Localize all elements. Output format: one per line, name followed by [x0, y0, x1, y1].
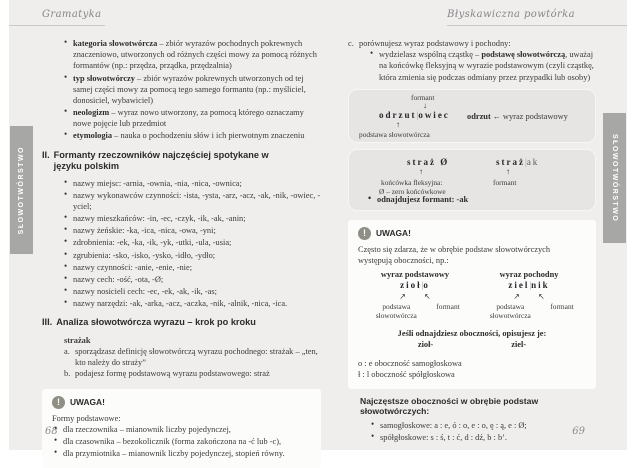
- formant-item: • nazwy miejsc: -arnia, -ownia, -nia, -nica, -ownica;: [64, 178, 321, 189]
- formant-item: • nazwy mieszkańców: -in, -ec, -czyk, -ik, -ak, -anin;: [64, 213, 321, 224]
- page-left: [42, 38, 321, 468]
- formant-item: • nazwy narzędzi: -ak, -arka, -acz, -aczka, -nik, -alnik, -nica, -ica.: [64, 298, 321, 309]
- labels-row: [370, 302, 459, 321]
- arrow-down-icon: ↓: [423, 100, 427, 110]
- roots-row: [358, 339, 586, 350]
- alternations-list: [360, 420, 596, 443]
- bullet-text: , uważaj na końcówkę fleksyjną w wyrazie podstawowym (czyli cząstkę, która zmienia się podczas odmiany przez przypadki lub osoby): [379, 50, 594, 82]
- morpheme-divider: |: [421, 280, 424, 291]
- podstawa-label: podstawa słowotwórcza: [489, 302, 531, 321]
- arrow-up-right-icon: ↗: [399, 292, 406, 302]
- fleksja-label-line2: Ø – zero końcówkowe: [379, 186, 446, 196]
- header-rule-left: [9, 25, 105, 26]
- terms-list: [42, 38, 321, 142]
- arrow-up-right-icon: ↗: [513, 292, 520, 302]
- formant-item: • nazwy wykonawców czynności: -ista, -ysta, -arz, -acz, -ak, -nik, -owiec, -yciel;: [64, 190, 321, 212]
- step-label: b.: [64, 369, 71, 379]
- root-base: zioł-: [417, 339, 434, 349]
- fleksja-label-line1: końcówka fleksyjna:: [381, 177, 443, 187]
- morpheme-divider: |: [529, 280, 532, 291]
- uwaga-title: UWAGA!: [70, 396, 105, 407]
- podstawa-label: podstawa słowotwórcza: [359, 129, 430, 139]
- arrows-row: [484, 293, 573, 301]
- diagram2-list: [357, 194, 468, 206]
- formant-label: formant: [436, 302, 460, 312]
- formant-item: • zgrubienia: -sko, -isko, -ysko, -idło, -ydło;: [64, 250, 321, 261]
- oboczność-notes: [358, 358, 586, 381]
- morpheme-divider: |: [416, 109, 419, 120]
- podstawa-label: podstawa słowotwórcza: [375, 302, 417, 321]
- step-c-sublist: [359, 49, 596, 83]
- formant-item: • zdrobnienia: -ek, -ka, -ik, -yk, -utki, -ula, -usia;: [64, 237, 321, 248]
- page-number-right: 69: [572, 426, 585, 437]
- step-label: c.: [348, 39, 354, 48]
- analyzed-word: straż Ø: [407, 156, 450, 167]
- term-definition: – wyraz nowo utworzony, za pomocą którego oznaczamy nowe pojęcie lub przedmiot: [73, 108, 304, 129]
- arrow-up-icon: ↑: [396, 119, 400, 129]
- step-text: sporządzasz definicję słowotwórczą wyrazu pochodnego: strażak – „ten, kto należy do straży”: [75, 347, 318, 368]
- formant-item: • nazwy cech: -ość, -ota, -Ø;: [64, 274, 321, 285]
- step-label: a.: [64, 347, 70, 357]
- formant-label: formant: [550, 302, 574, 312]
- word-base: ziel: [508, 280, 530, 291]
- arrow-up-left-icon: ↖: [424, 292, 431, 302]
- alternation-item: • spółgłoskowe: s : ś, t : ć, d : dź, b : b’.: [371, 432, 596, 443]
- arrow-up-icon: ↑: [506, 166, 510, 176]
- word-base: straż: [496, 156, 525, 167]
- base-word: odrzut: [467, 111, 491, 121]
- word-formant: nik: [531, 280, 550, 291]
- column-title: wyraz pochodny: [499, 270, 559, 280]
- alternations-heading: Najczęstsze oboczności w obrębie podstaw słowotwórczych:: [360, 395, 539, 417]
- book-spread: [9, 0, 627, 459]
- formant-item: • nazwy żeńskie: -ka, -ica, -nica, -owa, -yni;: [64, 225, 321, 236]
- formant-item: • nazwy nosicieli cech: -ec, -ek, -ak, -ik, -as;: [64, 286, 321, 297]
- side-tab-right: [603, 113, 626, 243]
- example-word: strażak: [64, 335, 91, 345]
- term-name: etymologia: [73, 131, 113, 141]
- oboczność-diagram: [358, 269, 586, 321]
- uwaga-header: [52, 396, 311, 409]
- uwaga-intro: Często się zdarza, że w obrębie podstaw słowotwórczych występują oboczności, np.:: [358, 244, 551, 265]
- section-heading-2: [42, 150, 321, 173]
- running-head-left: Gramatyka: [42, 9, 102, 20]
- term-item: [64, 38, 321, 72]
- base-word-callout: [467, 111, 568, 122]
- base-word-label: wyraz podstawowy: [502, 111, 568, 121]
- section-number: II.: [42, 149, 50, 160]
- arrow-up-left-icon: ↖: [538, 292, 545, 302]
- section-title: Analiza słowotwórcza wyrazu – krok po kroku: [56, 317, 256, 328]
- term-name: kategoria słowotwórcza: [73, 39, 158, 48]
- uwaga-list: [52, 424, 311, 460]
- bullet-text: wydzielasz wspólną cząstkę –: [379, 50, 482, 60]
- morpheme-divider: |: [525, 156, 527, 167]
- arrow-up-icon: ↑: [419, 166, 423, 176]
- analyzed-word: [484, 280, 573, 292]
- analyzed-word: [379, 110, 450, 122]
- arrows-row: [370, 293, 459, 301]
- term-name: neologizm: [73, 108, 110, 118]
- running-head-right: Błyskawiczna powtórka: [447, 9, 575, 20]
- formants-list: [42, 178, 321, 310]
- word-base: zioł: [400, 280, 422, 291]
- arrow-left-icon: ←: [492, 111, 501, 121]
- word-formant: ak: [526, 156, 540, 167]
- column-title: wyraz podstawowy: [380, 270, 450, 280]
- note-vowel: o : e oboczność samogłoskowa: [358, 359, 462, 369]
- diagram2-bullet: • odnajdujesz formant: -ak: [368, 194, 468, 205]
- side-tab-left-label: SŁOWOTWÓRSTWO: [18, 145, 25, 235]
- analyzed-word: [370, 280, 459, 292]
- base-word-column: [370, 269, 459, 321]
- section-heading-3: [42, 317, 321, 329]
- step-c-bullet: [370, 49, 596, 83]
- uwaga-box-left: [42, 389, 321, 468]
- uwaga-header: [358, 227, 586, 240]
- alternation-item: • samogłoskowe: a : e, ó : o, e : o, ę : ą, e : Ø;: [371, 420, 596, 431]
- term-item: [64, 73, 321, 107]
- header-rule-right: [447, 25, 627, 26]
- labels-row: [484, 302, 573, 321]
- side-tab-left: [10, 126, 33, 254]
- term-item: [64, 130, 321, 141]
- formant-label: formant: [411, 92, 435, 102]
- diagram-strazak: [348, 149, 596, 211]
- exclamation-icon: !: [52, 396, 65, 409]
- term-definition: – zbiór wyrazów pochodnych pokrewnych znaczeniowo, utworzonych od różnych części mowy za pomocą różnych formantów (np.: przędza, prządka, przędzalnia): [73, 39, 317, 71]
- uwaga-intro: Formy podstawowe:: [52, 413, 121, 423]
- side-tab-right-label: SŁOWOTWÓRSTWO: [611, 133, 618, 223]
- formant-item: • nazwy czynności: -anie, -enie, -nie;: [64, 262, 321, 273]
- section-title: Formanty rzeczowników najczęściej spotykane w języku polskim: [53, 149, 269, 172]
- step-c: [348, 38, 596, 49]
- formant-label: formant: [493, 177, 517, 187]
- exclamation-icon: !: [358, 227, 371, 240]
- oboczność-conclusion: Jeśli odnajdziesz oboczności, opisujesz je:: [397, 328, 547, 338]
- step-text: porównujesz wyraz podstawowy i pochodny:: [359, 39, 511, 48]
- term-definition: – zbiór wyrazów pokrewnych utworzonych od tej samej części mowy za pomocą tego samego formantu (np.: myśliciel, donosiciel, wybawiciel): [73, 73, 306, 105]
- uwaga-title: UWAGA!: [376, 227, 411, 238]
- term-definition: – nauka o pochodzeniu słów i ich pierwotnym znaczeniu: [112, 131, 305, 141]
- bullet-bold-text: podstawę słowotwórczą: [481, 50, 566, 60]
- uwaga-item: • dla czasownika – bezokolicznik (forma zakończona na -ć lub -c),: [54, 436, 311, 447]
- section-number: III.: [42, 317, 53, 328]
- page-right: [348, 38, 596, 445]
- page-number-left: 68: [45, 426, 58, 437]
- term-item: [64, 107, 321, 129]
- diagram-odrzutowiec: [348, 89, 596, 143]
- step-text: podajesz formę podstawową wyrazu podstawowego: straż: [75, 369, 270, 379]
- term-name: typ słowotwórczy: [73, 73, 135, 83]
- uwaga-item: • dla rzeczownika – mianownik liczby pojedynczej,: [54, 424, 311, 435]
- analysis-step: [64, 368, 321, 379]
- uwaga-item: • dla przymiotnika – mianownik liczby pojedynczej, stopień równy.: [54, 448, 311, 459]
- analyzed-word: [496, 157, 539, 169]
- uwaga-box-right: [348, 220, 596, 389]
- note-consonant: ł : l oboczność spółgłoskowa: [358, 370, 455, 380]
- word-base: odrzut: [379, 109, 417, 120]
- analysis-step: [64, 346, 321, 368]
- root-derived: ziel-: [511, 339, 527, 349]
- word-formant: owiec: [418, 109, 450, 120]
- derived-word-column: [484, 269, 573, 321]
- word-formant: o: [423, 280, 430, 291]
